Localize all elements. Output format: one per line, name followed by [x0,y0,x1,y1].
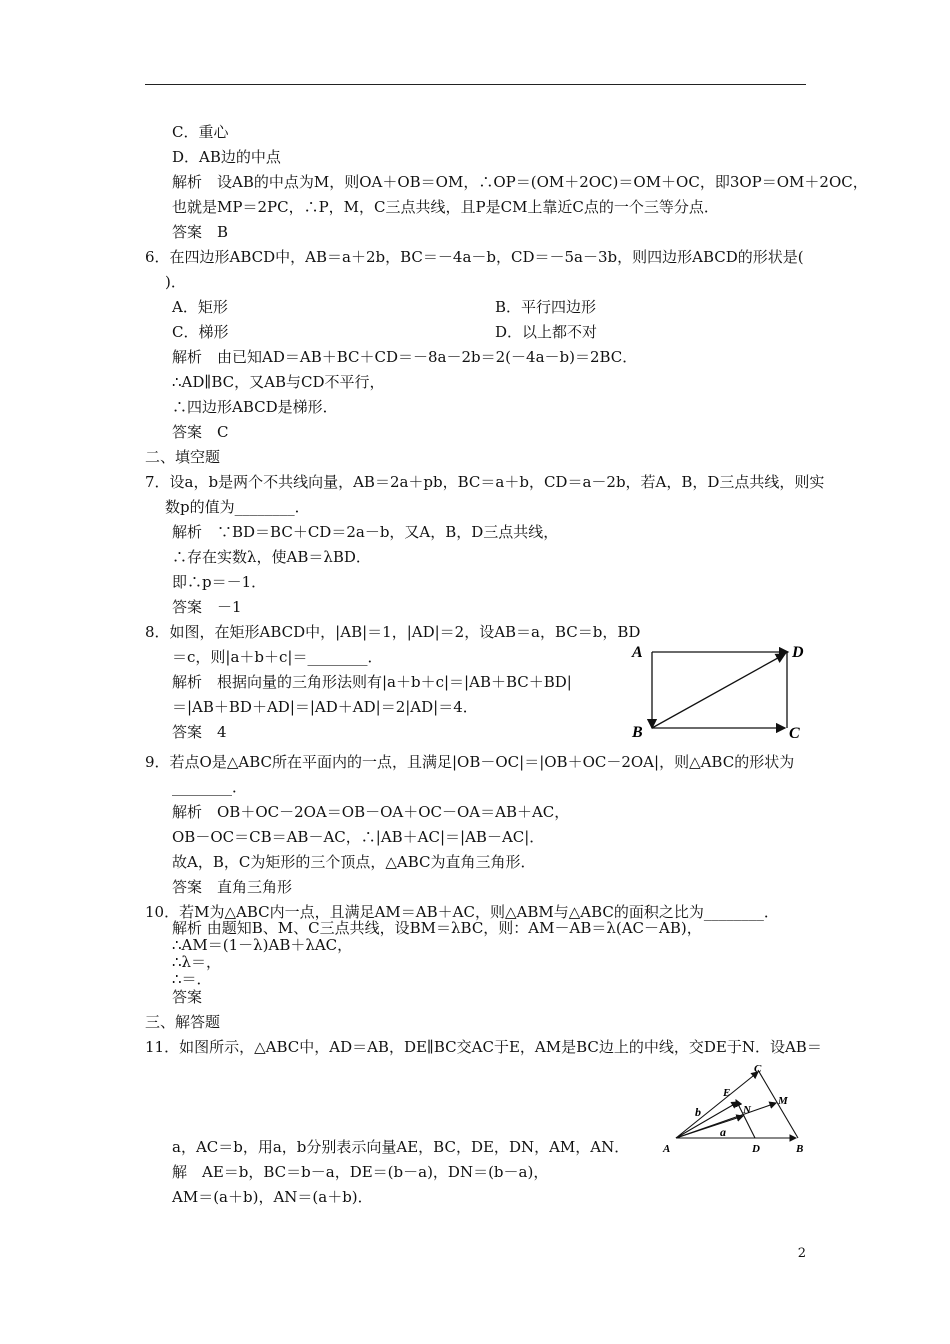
question-7-line2: 数p的值为________． [165,498,310,516]
answer-8: 答案 4 [172,723,227,741]
option-d-midpoint: D．AB边的中点 [172,148,281,166]
question-6-line2: )． [165,273,186,291]
vertex-label-d: D [752,1143,760,1155]
question-11-line1: 11．如图所示，△ABC中，AD＝AB，DE∥BC交AC于E，AM是BC边上的中线，交DE于N．设AB＝ [145,1038,822,1056]
vertex-label-c: C [789,725,800,742]
solution-11-line1: 解 AE＝b，BC＝b－a，DE＝(b－a)，DN＝(b－a)， [172,1163,549,1181]
option-6c: C．梯形 [172,323,229,341]
rectangle-figure [628,636,810,744]
answer-10: 答案 [172,988,203,1006]
solution-7-line3: 即∴p＝－1． [172,573,267,591]
vertex-label-b: B [632,724,643,741]
answer-6: 答案 C [172,423,229,441]
vertex-label-c: C [754,1063,762,1075]
vertex-label-n: N [743,1104,751,1116]
section-fill-in: 二、填空题 [145,448,221,466]
solution-6-line1: 解析 由已知AD＝AB＋BC＋CD＝－8a－2b＝2(－4a－b)＝2BC． [172,348,638,366]
solution-10-line1: 解析 由题知B、M、C三点共线，设BM＝λBC，则：AM－AB＝λ(AC－AB)， [172,919,702,937]
solution-8-line2: ＝|AB＋BD＋AD|＝|AD＋AD|＝2|AD|＝4． [172,698,478,716]
solution-10-line2: ∴AM＝(1－λ)AB＋λAC， [172,936,353,954]
header-rule [145,84,806,85]
vector-label-b: b [695,1105,701,1119]
vertex-label-m: M [778,1095,788,1107]
vertex-label-d: D [792,644,804,661]
solution-8-line1: 解析 根据向量的三角形法则有|a＋b＋c|＝|AB＋BC＋BD| [172,673,572,691]
option-6b: B．平行四边形 [495,298,597,316]
solution-10-line3: ∴λ＝， [172,953,222,971]
solution-5-line2: 也就是MP＝2PC，∴P，M，C三点共线，且P是CM上靠近C点的一个三等分点． [172,198,719,216]
vertex-label-a: A [663,1143,671,1155]
vertex-label-b: B [796,1143,804,1155]
answer-7: 答案 －1 [172,598,242,616]
page-number: 2 [797,1246,806,1261]
solution-6-line3: ∴四边形ABCD是梯形． [172,398,338,416]
question-6-line1: 6．在四边形ABCD中，AB＝a＋2b，BC＝－4a－b，CD＝－5a－3b，则四边形ABCD的形状是( [145,248,804,266]
question-7-line1: 7．设a，b是两个不共线向量，AB＝2a＋pb，BC＝a＋b，CD＝a－2b，若A，B，D三点共线，则实 [145,473,825,491]
question-9-line2: ________． [172,778,248,796]
question-9-line1: 9．若点O是△ABC所在平面内的一点，且满足|OB－OC|＝|OB＋OC－2OA|，则△ABC的形状为 [145,753,795,771]
triangle-figure [660,1058,810,1158]
vertex-label-e: E [723,1087,731,1099]
option-c-centroid: C．重心 [172,123,229,141]
solution-7-line2: ∴存在实数λ，使AB＝λBD． [172,548,371,566]
solution-11-line2: AM＝(a＋b)，AN＝(a＋b)． [172,1188,373,1206]
solution-9-line2: OB－OC＝CB＝AB－AC，∴|AB＋AC|＝|AB－AC|． [172,828,545,846]
question-8-line1: 8．如图，在矩形ABCD中，|AB|＝1，|AD|＝2，设AB＝a，BC＝b，BD [145,623,641,641]
solution-7-line1: 解析 ∵BD＝BC＋CD＝2a－b，又A，B，D三点共线， [172,523,559,541]
solution-10-line4: ∴＝． [172,970,212,988]
section-solve: 三、解答题 [145,1013,221,1031]
answer-9: 答案 直角三角形 [172,878,293,896]
question-10: 10．若M为△ABC内一点，且满足AM＝AB＋AC，则△ABM与△ABC的面积之比为________． [145,903,779,921]
solution-9-line3: 故A，B，C为矩形的三个顶点，△ABC为直角三角形． [172,853,536,871]
solution-5-line1: 解析 设AB的中点为M，则OA＋OB＝OM，∴OP＝(OM＋2OC)＝OM＋OC，即3OP＝OM＋2OC， [172,173,868,191]
option-6a: A．矩形 [172,298,228,316]
solution-9-line1: 解析 OB＋OC－2OA＝OB－OA＋OC－OA＝AB＋AC， [172,803,570,821]
question-11-line2: a，AC＝b，用a，b分别表示向量AE，BC，DE，DN，AM，AN． [172,1138,630,1156]
question-8-line2: ＝c，则|a＋b＋c|＝________． [172,648,383,666]
answer-5: 答案 B [172,223,229,241]
vertex-label-a: A [632,644,643,661]
solution-6-line2: ∴AD∥BC，又AB与CD不平行， [172,373,385,391]
vector-label-a: a [720,1125,726,1139]
option-6d: D．以上都不对 [495,323,598,341]
